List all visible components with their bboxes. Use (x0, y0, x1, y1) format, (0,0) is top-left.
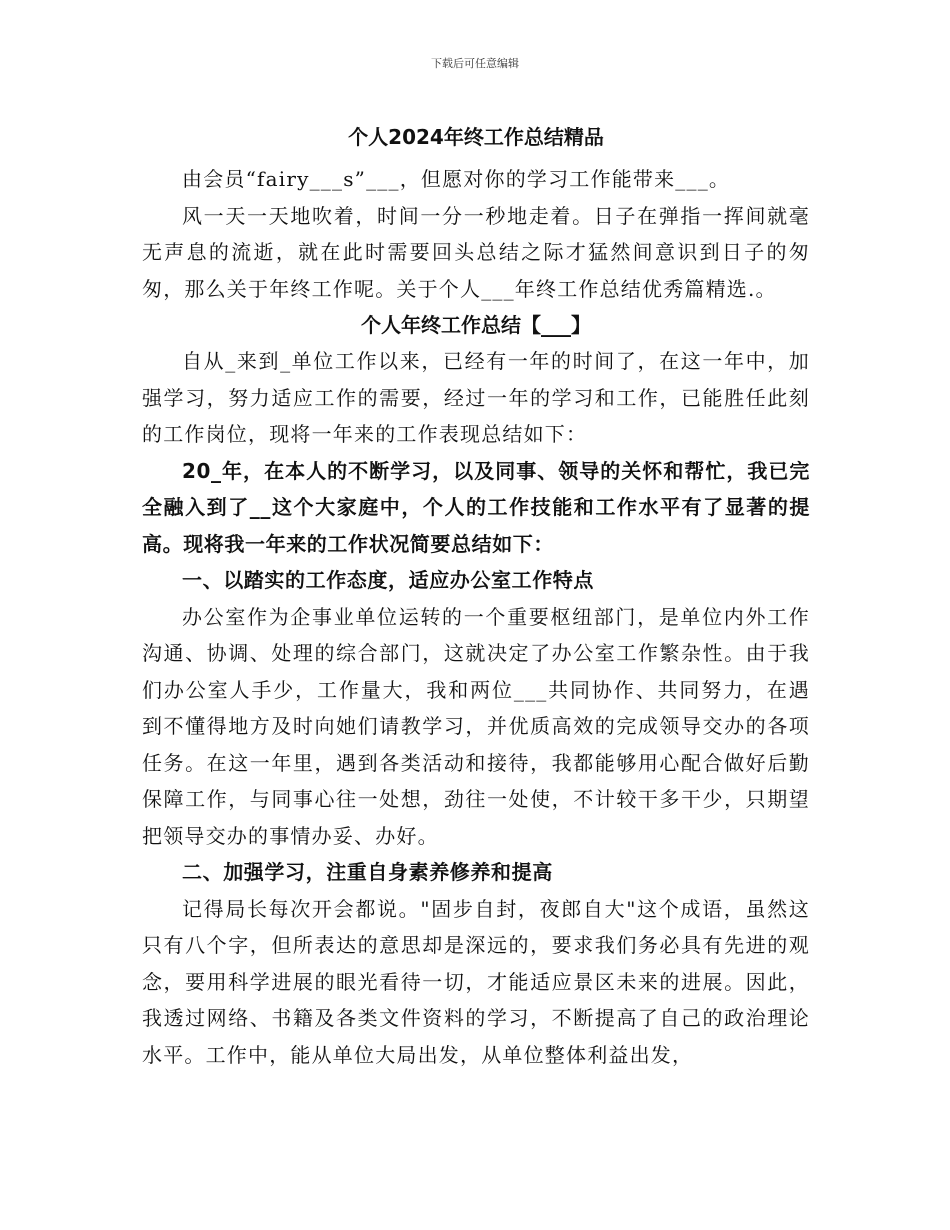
document-body (142, 126, 810, 1073)
intro-line: 由会员“fairy___s”___，但愿对你的学习工作能带来___。 (182, 167, 731, 191)
section-2-heading: 二、加强学习，注重自身素养修养和提高 (182, 860, 553, 884)
section-1-heading: 一、以踏实的工作态度，适应办公室工作特点 (182, 568, 594, 592)
paragraph-1: 自从_来到_单位工作以来，已经有一年的时间了，在这一年中，加强学习，努力适应工作的需要，经过一年的学习和工作，已能胜任此刻的工作岗位，现将一年来的工作表现总结如下： (142, 349, 810, 446)
section-2-paragraph: 记得局长每次开会都说。"固步自封，夜郎自大"这个成语，虽然这只有八个字，但所表达的意思却是深远的，要求我们务必具有先进的观念，要用科学进展的眼光看待一切，才能适应景区未来的进展。因此，我透过网络、书籍及各类文件资料的学习，不断提高了自己的政治理论水平。工作中，能从单位大局出发，从单位整体利益出发， (142, 896, 810, 1067)
header-note: 下载后可任意编辑 (431, 57, 519, 70)
section-1-paragraph: 办公室作为企事业单位运转的一个重要枢纽部门，是单位内外工作沟通、协调、处理的综合部门，这就决定了办公室工作繁杂性。由于我们办公室人手少，工作量大，我和两位___共同协作、共同努力，在遇到不懂得地方及时向她们请教学习，并优质高效的完成领导交办的各项任务。在这一年里，遇到各类活动和接待，我都能够用心配合做好后勤保障工作，与同事心往一处想，劲往一处使，不计较干多干少，只期望把领导交办的事情办妥、办好。 (142, 604, 810, 848)
section-subtitle: 个人年终工作总结【___】 (361, 313, 591, 337)
document-title: 个人2024年终工作总结精品 (348, 125, 604, 149)
intro-paragraph: 风一天一天地吹着，时间一分一秒地走着。日子在弹指一挥间就毫无声息的流逝，就在此时需要回头总结之际才猛然间意识到日子的匆匆，那么关于年终工作呢。关于个人___年终工作总结优秀篇精选.。 (142, 203, 810, 301)
paragraph-2-bold: 20_年，在本人的不断学习，以及同事、领导的关怀和帮忙，我已完全融入到了__这个大家庭中，个人的工作技能和工作水平有了显著的提高。现将我一年来的工作状况简要总结如下： (142, 458, 810, 556)
